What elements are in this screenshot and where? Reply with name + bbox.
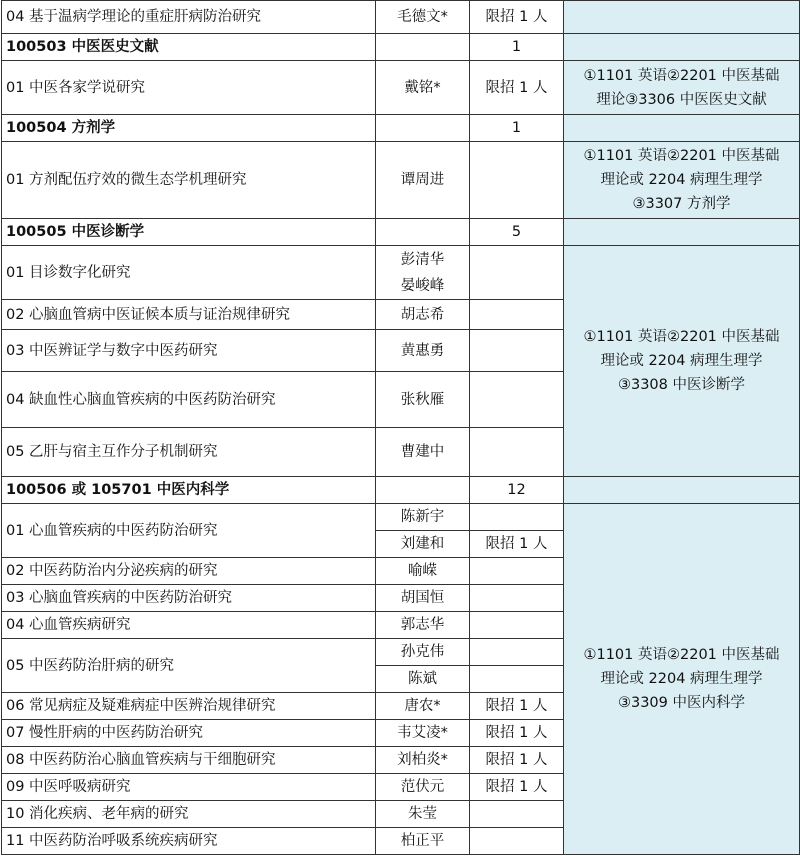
quota-cell xyxy=(470,828,564,855)
section-header-row xyxy=(2,115,800,142)
quota-cell xyxy=(470,246,564,300)
tutor-cell: 韦艾凌* xyxy=(376,720,470,747)
tutor-cell: 彭清华 晏峻峰 xyxy=(376,246,470,300)
table-row xyxy=(2,1,800,34)
exam-cell xyxy=(564,477,800,504)
program-table xyxy=(1,0,800,855)
direction-cell: 01 中医各家学说研究 xyxy=(2,61,376,115)
tutor-cell: 谭周进 xyxy=(376,142,470,219)
section-header-row xyxy=(2,219,800,246)
tutor-cell: 范伏元 xyxy=(376,774,470,801)
tutor-cell: 孙克伟 xyxy=(376,639,470,666)
quota-cell xyxy=(470,801,564,828)
quota-cell xyxy=(470,585,564,612)
table-row xyxy=(2,504,800,531)
tutor-cell: 胡国恒 xyxy=(376,585,470,612)
quota-cell xyxy=(470,372,564,428)
exam-cell xyxy=(564,34,800,61)
program-code: 100505 中医诊断学 xyxy=(2,219,376,246)
quota-cell xyxy=(470,428,564,477)
quota-cell xyxy=(470,666,564,693)
direction-cell: 01 心血管疾病的中医药防治研究 xyxy=(2,504,376,558)
quota-cell xyxy=(470,612,564,639)
direction-cell: 02 中医药防治内分泌疾病的研究 xyxy=(2,558,376,585)
tutor-cell xyxy=(376,115,470,142)
enrollment-count: 5 xyxy=(470,219,564,246)
quota-cell xyxy=(470,300,564,330)
table-row xyxy=(2,61,800,115)
program-code: 100503 中医医史文献 xyxy=(2,34,376,61)
direction-cell: 03 心脑血管疾病的中医药防治研究 xyxy=(2,585,376,612)
exam-cell xyxy=(564,1,800,34)
direction-cell: 06 常见病症及疑难病症中医辨治规律研究 xyxy=(2,693,376,720)
program-code: 100506 或 105701 中医内科学 xyxy=(2,477,376,504)
quota-cell xyxy=(470,330,564,372)
direction-cell: 10 消化疾病、老年病的研究 xyxy=(2,801,376,828)
quota-cell: 限招 1 人 xyxy=(470,747,564,774)
section-header-row xyxy=(2,34,800,61)
tutor-cell xyxy=(376,34,470,61)
quota-cell: 限招 1 人 xyxy=(470,61,564,115)
section-header-row xyxy=(2,477,800,504)
direction-cell: 01 目诊数字化研究 xyxy=(2,246,376,300)
direction-cell: 01 方剂配伍疗效的微生态学机理研究 xyxy=(2,142,376,219)
direction-cell: 05 中医药防治肝病的研究 xyxy=(2,639,376,693)
direction-cell: 09 中医呼吸病研究 xyxy=(2,774,376,801)
exam-subjects: ①1101 英语②2201 中医基础 理论或 2204 病理生理学 ③3307 方剂学 xyxy=(564,142,800,219)
enrollment-count: 1 xyxy=(470,115,564,142)
tutor-cell: 刘建和 xyxy=(376,531,470,558)
exam-cell xyxy=(564,219,800,246)
quota-cell: 限招 1 人 xyxy=(470,720,564,747)
exam-subjects: ①1101 英语②2201 中医基础 理论或 2204 病理生理学 ③3309 中医内科学 xyxy=(564,504,800,855)
program-code: 100504 方剂学 xyxy=(2,115,376,142)
tutor-cell: 喻嵘 xyxy=(376,558,470,585)
enrollment-count: 1 xyxy=(470,34,564,61)
quota-cell xyxy=(470,142,564,219)
quota-cell: 限招 1 人 xyxy=(470,1,564,34)
exam-subjects: ①1101 英语②2201 中医基础 理论或 2204 病理生理学 ③3308 中医诊断学 xyxy=(564,246,800,477)
tutor-cell: 陈斌 xyxy=(376,666,470,693)
tutor-cell: 陈新宇 xyxy=(376,504,470,531)
tutor-cell: 张秋雁 xyxy=(376,372,470,428)
quota-cell: 限招 1 人 xyxy=(470,774,564,801)
tutor-cell: 胡志希 xyxy=(376,300,470,330)
tutor-cell: 柏正平 xyxy=(376,828,470,855)
tutor-cell xyxy=(376,219,470,246)
table-row xyxy=(2,246,800,300)
direction-cell: 04 缺血性心脑血管疾病的中医药防治研究 xyxy=(2,372,376,428)
quota-cell xyxy=(470,639,564,666)
quota-cell xyxy=(470,504,564,531)
tutor-cell: 朱莹 xyxy=(376,801,470,828)
direction-cell: 02 心脑血管病中医证候本质与证治规律研究 xyxy=(2,300,376,330)
tutor-cell: 毛德文* xyxy=(376,1,470,34)
direction-cell: 04 基于温病学理论的重症肝病防治研究 xyxy=(2,1,376,34)
direction-cell: 04 心血管疾病研究 xyxy=(2,612,376,639)
tutor-cell xyxy=(376,477,470,504)
tutor-cell: 曹建中 xyxy=(376,428,470,477)
direction-cell: 08 中医药防治心脑血管疾病与干细胞研究 xyxy=(2,747,376,774)
tutor-cell: 戴铭* xyxy=(376,61,470,115)
direction-cell: 11 中医药防治呼吸系统疾病研究 xyxy=(2,828,376,855)
tutor-cell: 唐农* xyxy=(376,693,470,720)
tutor-cell: 郭志华 xyxy=(376,612,470,639)
table-row xyxy=(2,142,800,219)
quota-cell: 限招 1 人 xyxy=(470,531,564,558)
direction-cell: 03 中医辨证学与数字中医药研究 xyxy=(2,330,376,372)
tutor-cell: 刘柏炎* xyxy=(376,747,470,774)
quota-cell: 限招 1 人 xyxy=(470,693,564,720)
exam-cell xyxy=(564,115,800,142)
direction-cell: 05 乙肝与宿主互作分子机制研究 xyxy=(2,428,376,477)
direction-cell: 07 慢性肝病的中医药防治研究 xyxy=(2,720,376,747)
exam-subjects: ①1101 英语②2201 中医基础 理论③3306 中医医史文献 xyxy=(564,61,800,115)
enrollment-count: 12 xyxy=(470,477,564,504)
tutor-cell: 黄惠勇 xyxy=(376,330,470,372)
quota-cell xyxy=(470,558,564,585)
